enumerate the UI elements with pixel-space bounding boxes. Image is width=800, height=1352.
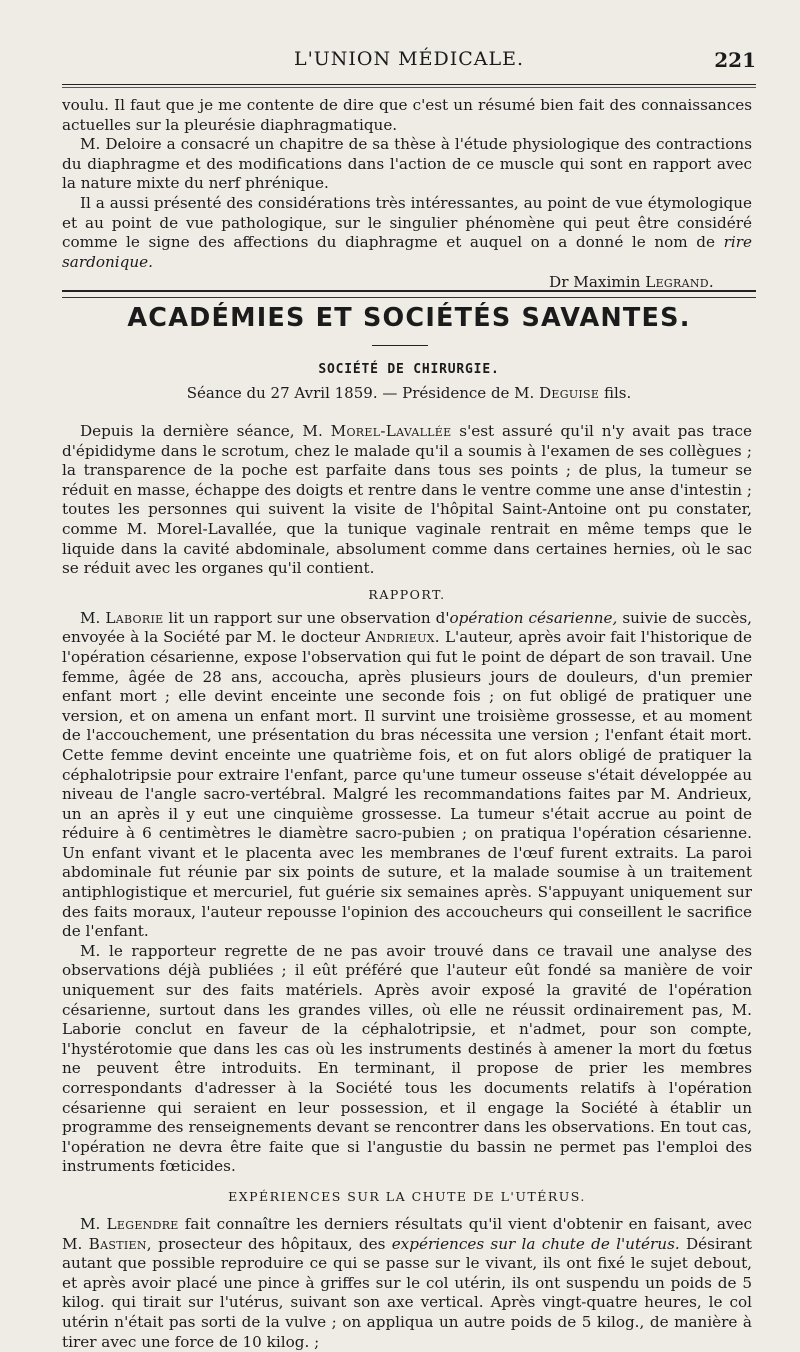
intro-paragraph-1: voulu. Il faut que je me contente de dire que c'est un résumé bien fait des connaissances actuelles sur la pleurésie diaphragmatique. [62,96,752,134]
body-paragraph-1: Depuis la dernière séance, M. Morel-Lavallée s'est assuré qu'il n'y avait pas trace d'épididyme dans le scrotum, chez le malade qu'il a soumis à l'examen de ses collègues ; la transparence de la poche est parfaite dans tous ses points ; de plus, la tumeur se réduit en masse, échappe des doigts et rentre dans le ventre comme une anse d'intestin ; toutes les personnes qui suivent la visite de l'hôpital Saint-Antoine ont pu constater, comme M. Morel-Lavallée, que la tunique vaginale rentrait en même temps que le liquide dans la cavité abdominale, absolument comme dans certaines hernies, où le sac se réduit avec les organes qu'il contient. [62,422,752,578]
running-head [62,48,756,74]
intro-paragraph-2: M. Deloire a consacré un chapitre de sa thèse à l'étude physiologique des contractions du diaphragme et des modifications dans l'action de ce muscle qui sont en rapport avec la nature mixte du nerf phrénique. [62,135,752,193]
body-paragraph-3: M. le rapporteur regrette de ne pas avoir trouvé dans ce travail une analyse des observations déjà publiées ; il eût préféré que l'auteur eût fondé sa manière de voir uniquement sur des faits matériels. Après avoir exposé la gravité de l'opération césarienne, surtout dans les grandes villes, où elle ne réussit ordinairement pas, M. Laborie conclut en faveur de la céphalotripsie, et n'admet, pour son compte, l'hystérotomie que dans les cas où les instruments destinés à amener la mort du fœtus ne peuvent être introduits. En terminant, il propose de prier les membres correspondants d'adresser à la Société tous les documents relatifs à l'opération césarienne qui seraient en leur possession, et il engage la Société à établir un programme des renseignements devant se rencontrer dans les observations. En tout cas, l'opération ne devra être faite que si l'angustie du bassin ne permet pas l'emploi des instruments fœticides. [62,941,752,1176]
body-paragraph-2: M. Laborie lit un rapport sur une observation d'opération césarienne, suivie de succès, envoyée à la Société par M. le docteur Andrieux. L'auteur, après avoir fait l'historique de l'opération césarienne, expose l'observation qui fut le point de départ de son travail. Une femme, âgée de 28 ans, accoucha, après plusieurs jours de douleurs, d'un premier enfant mort ; elle devint enceinte une seconde fois ; on fut obligé de pratiquer une version, et on amena un enfant mort. Il survint une troisième grossesse, et au moment de l'accouchement, une présentation du bras nécessita une version ; l'enfant était mort. Cette femme devint enceinte une quatrième fois, et on fut alors obligé de pratiquer la céphalotripsie pour extraire l'enfant, parce qu'une tumeur osseuse s'était développée au niveau de l'angle sacro-vertébral. Malgré les recommandations faites par M. Andrieux, un an après il y eut une cinquième grossesse. La tumeur s'était accrue au point de réduire à 6 centimètres le diamètre sacro-pubien ; on pratiqua l'opération césarienne. Un enfant vivant et le placenta avec les membranes de l'œuf furent extraits. La paroi abdominale fut réunie par six points de suture, et la malade soumise à un traitement antiphlogistique et mercuriel, fut guérie six semaines après. S'appuyant uniquement sur des faits moraux, l'auteur repousse l'opinion des accoucheurs qui conseillent le sacrifice de l'enfant. [62,608,752,941]
journal-title: L'UNION MÉDICALE. [293,48,525,70]
intro-section [62,96,752,292]
section-divider [62,290,756,298]
intro-paragraph-3: Il a aussi présenté des considérations très intéressantes, au point de vue étymologique et au point de vue pathologique, sur le singulier phénomène qui peut être considéré comme le signe des affections du diaphragme et auquel on a donné le nom de rire sardonique. [62,193,752,271]
title-underline [372,345,428,346]
signature: Dr Maximin Legrand. [549,273,714,292]
body-paragraph-4: M. Legendre fait connaître les derniers résultats qu'il vient d'obtenir en faisant, avec M. Bastien, prosecteur des hôpitaux, des expériences sur la chute de l'utérus. Désirant autant que possible reproduire ce qui se passe sur le vivant, ils ont fixé le sujet debout, et après avoir placé une pince à griffes sur le col utérin, ils ont suspendu un poids de 5 kilog. qui tirait sur l'utérus, suivant son axe vertical. Après vingt-quatre heures, le col utérin n'était pas sorti de la vulve ; on appliqua un autre poids de 5 kilog., de manière à tirer avec une force de 10 kilog. ; [62,1214,753,1351]
rapport-heading: RAPPORT. [368,586,446,602]
main-body [62,422,752,1352]
header-rule [62,84,756,85]
seance-line: Séance du 27 Avril 1859. — Présidence de M. Deguise fils. [186,384,632,402]
section-title: ACADÉMIES ET SOCIÉTÉS SAVANTES. [127,303,691,333]
society-heading: SOCIÉTÉ DE CHIRURGIE. [318,362,500,377]
page-number: 221 [714,48,756,72]
experiences-heading: EXPÉRIENCES SUR LA CHUTE DE L'UTÉRUS. [228,1188,586,1204]
